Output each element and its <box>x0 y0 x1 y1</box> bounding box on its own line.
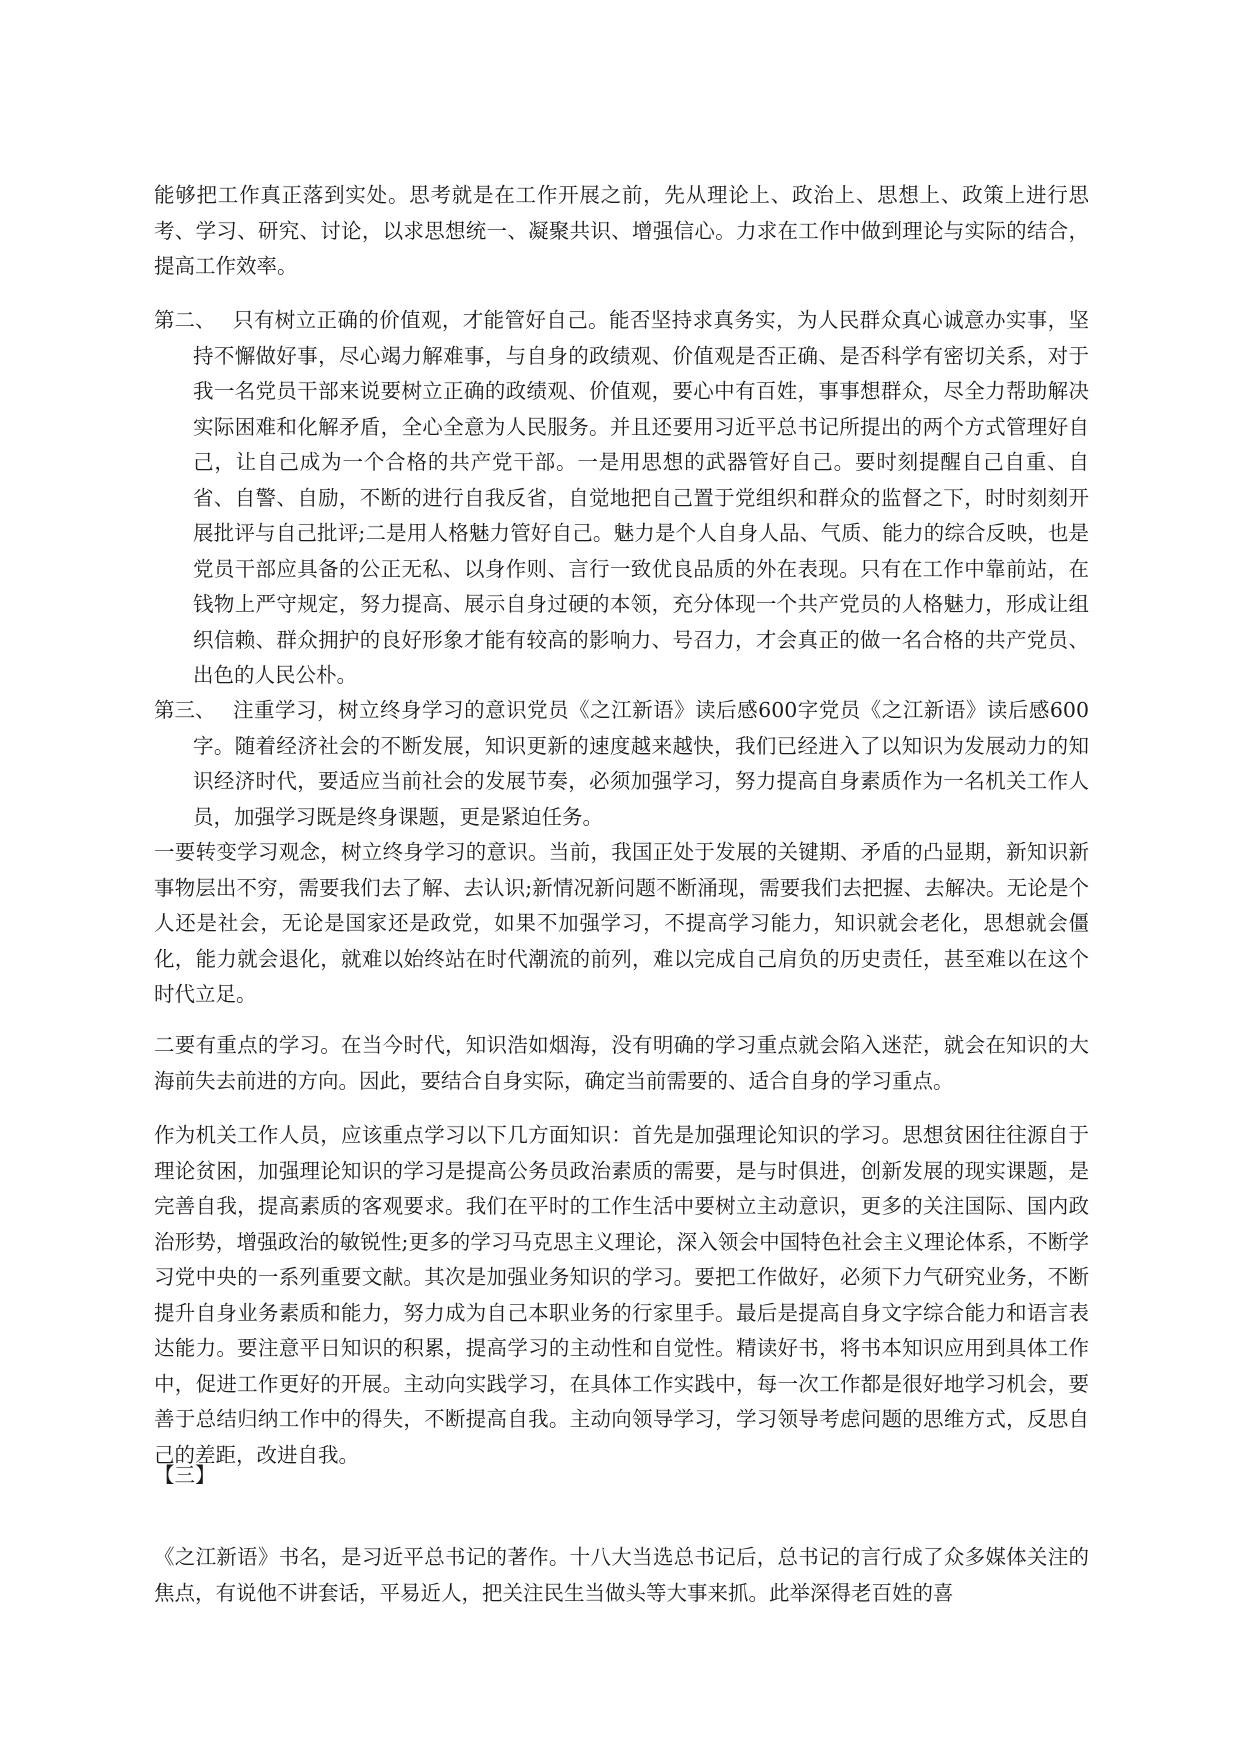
paragraph-work-implementation: 能够把工作真正落到实处。思考就是在工作开展之前，先从理论上、政治上、思想上、政策上进行思考、学习、研究、讨论，以求思想统一、凝聚共识、增强信心。力求在工作中做到理论与实际的结合，提高工作效率。 <box>154 183 1089 278</box>
paragraph-change-learning-concept: 一要转变学习观念，树立终身学习的意识。当前，我国正处于发展的关键期、矛盾的凸显期，新知识新事物层出不穷，需要我们去了解、去认识;新情况新问题不断涌现，需要我们去把握、去解决。无论是个人还是社会，无论是国家还是政党，如果不加强学习，不提高学习能力，知识就会老化，思想就会僵化，能力就会退化，就难以始终站在时代潮流的前列，难以完成自己肩负的历史责任，甚至难以在这个时代立足。 <box>154 840 1089 1006</box>
paragraph-zhijiang-xinyu: 《之江新语》书名，是习近平总书记的著作。十八大当选总书记后，总书记的言行成了众多媒体关注的焦点，有说他不讲套话，平易近人，把关注民生当做头等大事来抓。此举深得老百姓的喜 <box>154 1545 1089 1605</box>
paragraph-key-learning: 二要有重点的学习。在当今时代，知识浩如烟海，没有明确的学习重点就会陷入迷茫，就会在知识的大海前失去前进的方向。因此，要结合自身实际，确定当前需要的、适合自身的学习重点。 <box>154 1033 1089 1093</box>
list-marker-third: 第三、 <box>154 698 216 722</box>
list-marker-second: 第二、 <box>154 308 216 332</box>
paragraph-staff-knowledge: 作为机关工作人员，应该重点学习以下几方面知识：首先是加强理论知识的学习。思想贫困往往源自于理论贫困，加强理论知识的学习是提高公务员政治素质的需要，是与时俱进，创新发展的现实课题，是完善自我，提高素质的客观要求。我们在平时的工作生活中要树立主动意识，更多的关注国际、国内政治形势，增强政治的敏锐性;更多的学习马克思主义理论，深入领会中国特色社会主义理论体系，不断学习党中央的一系列重要文献。其次是加强业务知识的学习。要把工作做好，必须下力气研究业务，不断提升自身业务素质和能力，努力成为自己本职业务的行家里手。最后是提高自身文字综合能力和语言表达能力。要注意平日知识的积累，提高学习的主动性和自觉性。精读好书，将书本知识应用到具体工作中，促进工作更好的开展。主动向实践学习，在具体工作实践中，每一次工作都是很好地学习机会，要善于总结归纳工作中的得失，不断提高自我。主动向领导学习，学习领导考虑问题的思维方式，反思自己的差距，改进自我。 <box>154 1123 1089 1467</box>
section-heading-three: 【三】 <box>154 1463 216 1487</box>
paragraph-values: 只有树立正确的价值观，才能管好自己。能否坚持求真务实，为人民群众真心诚意办实事，坚持不懈做好事，尽心竭力解难事，与自身的政绩观、价值观是否正确、是否科学有密切关系，对于我一名党员干部来说要树立正确的政绩观、价值观，要心中有百姓，事事想群众，尽全力帮助解决实际困难和化解矛盾，全心全意为人民服务。并且还要用习近平总书记所提出的两个方式管理好自己，让自己成为一个合格的共产党干部。一是用思想的武器管好自己。要时刻提醒自己自重、自省、自警、自励，不断的进行自我反省，自觉地把自己置于党组织和群众的监督之下，时时刻刻开展批评与自己批评;二是用人格魅力管好自己。魅力是个人自身人品、气质、能力的综合反映，也是党员干部应具备的公正无私、以身作则、言行一致优良品质的外在表现。只有在工作中靠前站，在钱物上严守规定，努力提高、展示自身过硬的本领，充分体现一个共产党员的人格魅力，形成让组织信赖、群众拥护的良好形象才能有较高的影响力、号召力，才会真正的做一名合格的共产党员、出色的人民公朴。 <box>193 308 1089 687</box>
paragraph-lifelong-learning: 注重学习，树立终身学习的意识党员《之江新语》读后感600字党员《之江新语》读后感600字。随着经济社会的不断发展，知识更新的速度越来越快，我们已经进入了以知识为发展动力的知识经济时代，要适应当前社会的发展节奏，必须加强学习，努力提高自身素质作为一名机关工作人员，加强学习既是终身课题，更是紧迫任务。 <box>193 698 1089 829</box>
list-item-second <box>154 303 1089 694</box>
list-item-third <box>154 693 1089 835</box>
